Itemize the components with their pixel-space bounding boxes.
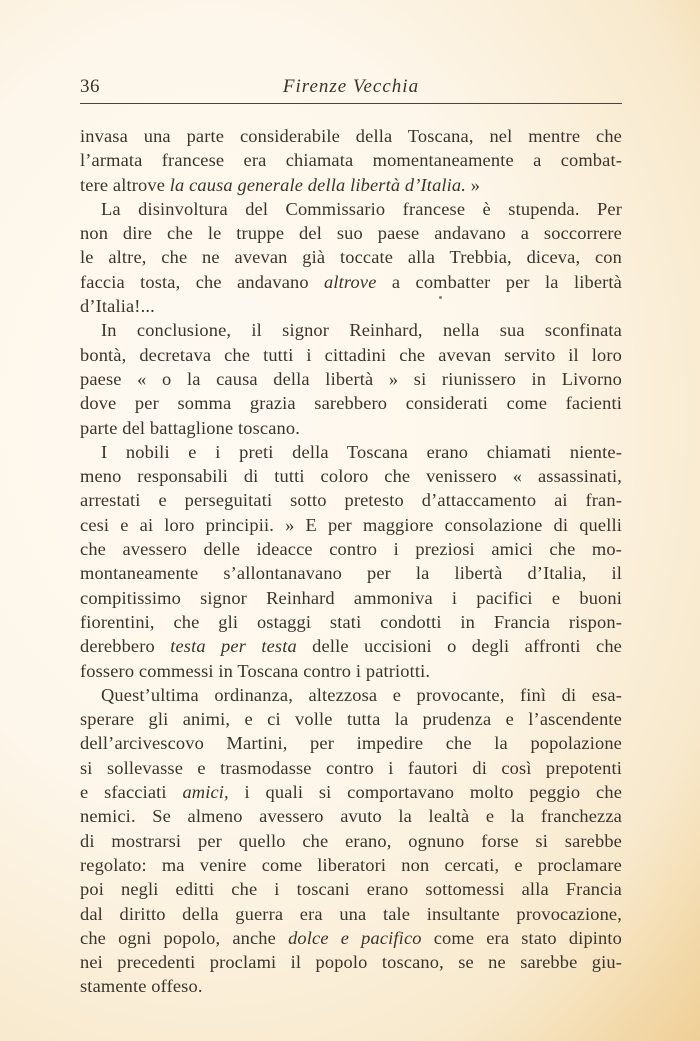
- text-segment: fiorentini, che gli ostaggi stati condotti in Francia rispon-: [80, 611, 622, 632]
- text-segment: I nobili e i preti della Toscana erano chiamati niente-: [101, 441, 622, 462]
- text-segment: l’armata francese era chiamata momentaneamente a combat-: [80, 150, 622, 171]
- page-header: [80, 76, 622, 106]
- text-segment: a combatter per la libertà: [376, 271, 622, 292]
- text-line: [80, 197, 622, 221]
- text-segment: fossero commessi in Toscana contro i patriotti.: [80, 660, 431, 681]
- text-segment: nei precedenti proclami il popolo toscano, se ne sarebbe giu-: [80, 952, 622, 973]
- text-line: [80, 659, 622, 683]
- text-segment: poi negli editti che i toscani erano sottomessi alla Francia: [80, 879, 622, 900]
- text-segment: meno responsabili di tutti coloro che venissero « assassinati,: [80, 466, 622, 487]
- text-segment: bontà, decretava che tutti i cittadini che avevan servito il loro: [80, 344, 622, 365]
- text-line: [80, 780, 622, 804]
- text-line: [80, 148, 622, 172]
- text-line: [80, 367, 622, 391]
- text-line: [80, 926, 622, 950]
- text-line: [80, 707, 622, 731]
- text-line: [80, 488, 622, 512]
- text-segment: dal diritto della guerra era una tale insultante provocazione,: [80, 903, 622, 924]
- text-segment: nemici. Se almeno avessero avuto la lealtà e la franchezza: [80, 806, 622, 827]
- text-segment: regolato: ma venire come liberatori non cercati, e proclamare: [80, 854, 622, 875]
- text-segment: compitissimo signor Reinhard ammoniva i pacifici e buoni: [80, 587, 622, 608]
- text-segment: e sfacciati: [80, 782, 183, 803]
- text-segment: montaneamente s’allontanavano per la libertà d’Italia, il: [80, 563, 622, 584]
- text-line: [80, 221, 622, 245]
- text-segment: i quali si comportavano molto peggio che: [228, 782, 623, 803]
- text-segment: derebbero: [80, 636, 171, 657]
- text-segment: come era stato dipinto: [421, 927, 622, 948]
- text-line: [80, 294, 622, 318]
- text-segment: tere altrove: [80, 174, 170, 195]
- italic-text: testa per testa: [170, 636, 297, 657]
- page-number: 36: [80, 76, 100, 97]
- text-segment: si sollevasse e trasmodasse contro i fautori di così prepotenti: [80, 757, 622, 778]
- text-line: [80, 391, 622, 415]
- text-line: [80, 245, 622, 269]
- header-rule: [80, 103, 622, 104]
- text-line: [80, 610, 622, 634]
- text-line: [80, 124, 622, 148]
- text-line: [80, 804, 622, 828]
- text-segment: stamente offeso.: [80, 976, 203, 997]
- text-segment: dell’arcivescovo Martini, per impedire che la popolazione: [80, 733, 622, 754]
- text-segment: che ogni popolo, anche: [80, 927, 289, 948]
- text-line: [80, 829, 622, 853]
- text-segment: faccia tosta, che andavano: [80, 271, 325, 292]
- text-line: [80, 683, 622, 707]
- text-line: [80, 561, 622, 585]
- text-line: [80, 318, 622, 342]
- text-segment: cesi e ai loro principii. » E per maggiore consolazione di quelli: [80, 514, 622, 535]
- text-segment: In conclusione, il signor Reinhard, nella sua sconfinata: [101, 320, 622, 341]
- text-line: [80, 902, 622, 926]
- text-line: [80, 416, 622, 440]
- print-speck: [439, 296, 442, 299]
- text-line: [80, 634, 622, 658]
- text-segment: le altre, che ne avevan già toccate alla Trebbia, diceva, con: [80, 247, 622, 268]
- text-line: [80, 756, 622, 780]
- text-line: [80, 270, 622, 294]
- text-segment: dove per somma grazia sarebbero considerati come facienti: [80, 393, 622, 414]
- text-segment: parte del battaglione toscano.: [80, 417, 300, 438]
- text-segment: arrestati e perseguitati sotto pretesto d’attaccamento ai fran-: [80, 490, 622, 511]
- running-title: Firenze Vecchia: [282, 76, 420, 97]
- text-line: [80, 877, 622, 901]
- text-line: [80, 464, 622, 488]
- text-line: [80, 974, 622, 998]
- text-segment: che avessero delle ideacce contro i preziosi amici che mo-: [80, 539, 622, 560]
- text-segment: La disinvoltura del Commissario francese è stupenda. Per: [101, 198, 622, 219]
- text-line: [80, 950, 622, 974]
- text-line: [80, 537, 622, 561]
- text-segment: d’Italia!...: [80, 296, 155, 317]
- body-text: [80, 124, 622, 999]
- text-line: [80, 586, 622, 610]
- text-segment: »: [466, 174, 481, 195]
- italic-text: amici,: [182, 782, 229, 803]
- text-line: [80, 343, 622, 367]
- text-line: [80, 513, 622, 537]
- italic-text: altrove: [324, 271, 377, 292]
- text-line: [80, 731, 622, 755]
- text-line: [80, 173, 622, 197]
- text-segment: non dire che le truppe del suo paese andavano a soccorrere: [80, 223, 622, 244]
- italic-text: dolce e pacifico: [288, 927, 422, 948]
- text-segment: sperare gli animi, e ci volle tutta la prudenza e l’ascendente: [80, 709, 622, 730]
- text-line: [80, 853, 622, 877]
- text-segment: invasa una parte considerabile della Toscana, nel mentre che: [80, 126, 622, 146]
- text-segment: di mostrarsi per quello che erano, ognuno forse si sarebbe: [80, 830, 622, 851]
- text-line: [80, 440, 622, 464]
- text-segment: Quest’ultima ordinanza, altezzosa e provocante, finì di esa-: [101, 684, 622, 705]
- text-segment: delle uccisioni o degli affronti che: [296, 636, 622, 657]
- text-segment: paese « o la causa della libertà » si riunissero in Livorno: [80, 368, 622, 389]
- italic-text: la causa generale della libertà d’Italia.: [169, 174, 467, 195]
